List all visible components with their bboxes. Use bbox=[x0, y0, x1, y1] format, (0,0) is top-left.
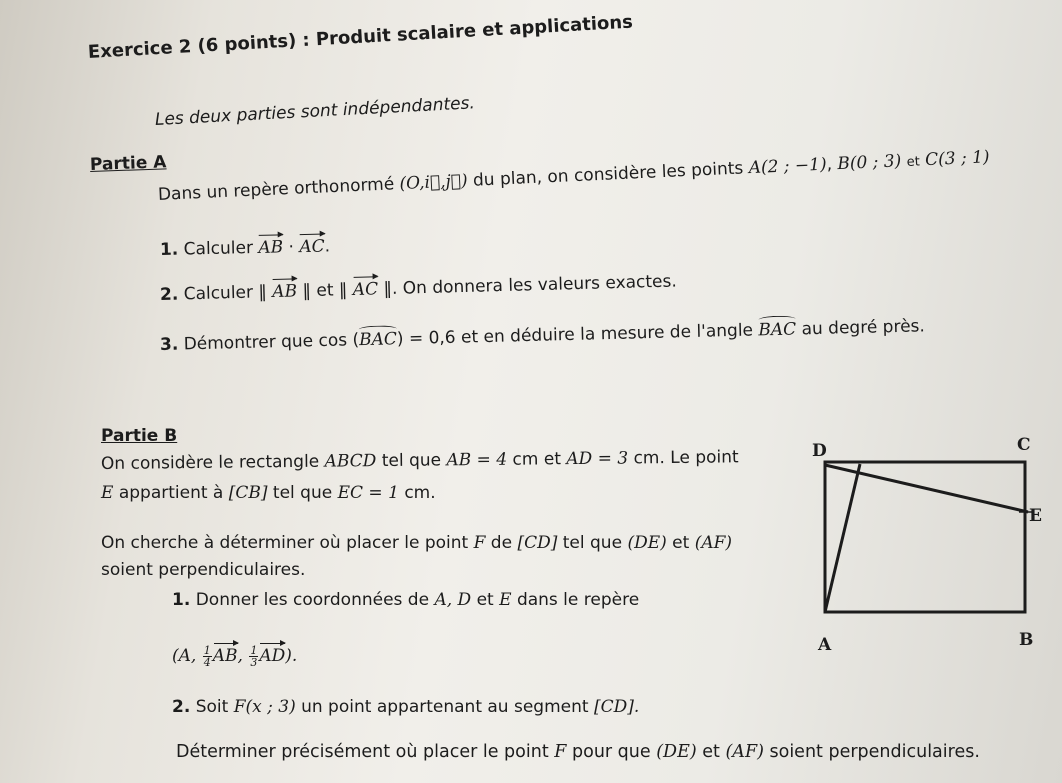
norm-bar: ‖ bbox=[338, 280, 348, 301]
b-q1-e: E bbox=[499, 590, 512, 610]
part-b-line2 bbox=[101, 483, 436, 503]
part-a-q1: 1. Calculer AB · AC. bbox=[159, 236, 331, 260]
vector-ac-norm: AC bbox=[352, 279, 379, 300]
q3-text: Démontrer que cos ( bbox=[183, 330, 360, 355]
part-b-q2 bbox=[172, 697, 639, 717]
point-f-coords: F(x ; 3) bbox=[233, 697, 296, 717]
b-q1-points: A, D bbox=[434, 590, 472, 610]
b-q1-et: et bbox=[476, 590, 494, 610]
cm-unit: cm bbox=[512, 449, 539, 470]
part-a-statement: Dans un repère orthonormé (O,i⃗,j⃗) du plan, on considère les points A(2 ; −1), B(0 ; 3) et C(3 ; 1) bbox=[157, 147, 991, 205]
b-q1-tail: dans le repère bbox=[516, 590, 640, 610]
part-b-final bbox=[176, 742, 980, 762]
norm-bar: ‖ bbox=[258, 282, 268, 303]
q1-number: 1. bbox=[159, 239, 179, 260]
b-q2-text: Soit bbox=[195, 697, 229, 717]
l1-b: tel que bbox=[381, 450, 442, 472]
l2-a: appartient à bbox=[118, 483, 224, 503]
statement-prefix: Dans un repère orthonormé bbox=[157, 174, 395, 205]
segment-cb: [CB] bbox=[228, 483, 268, 503]
label-a: A bbox=[818, 635, 832, 655]
l3-b: de bbox=[490, 533, 513, 553]
norm-bar: ‖ bbox=[302, 281, 312, 302]
final-d: soient perpendiculaires. bbox=[769, 742, 980, 762]
et-word: et bbox=[316, 280, 334, 301]
l3-d: et bbox=[672, 533, 690, 553]
l1-c: et bbox=[543, 449, 562, 470]
l3-c: tel que bbox=[562, 533, 623, 553]
b-q2-tail: un point appartenant au segment bbox=[301, 697, 589, 717]
final-f: F bbox=[554, 742, 567, 762]
point-e: E bbox=[101, 483, 114, 503]
label-b: B bbox=[1019, 630, 1034, 650]
part-b-line3 bbox=[101, 533, 732, 553]
frame-close: ). bbox=[285, 646, 298, 666]
final-de: (DE) bbox=[656, 742, 697, 762]
fraction-third: $\frac{1}{3}$ bbox=[250, 644, 258, 669]
point-f: F bbox=[473, 533, 486, 553]
vector-ab-norm: AB bbox=[272, 281, 298, 303]
final-text: Déterminer précisément où placer le point bbox=[176, 742, 549, 762]
rectangle-figure bbox=[800, 432, 1050, 662]
q2-tail: . On donnera les valeurs exactes. bbox=[391, 271, 678, 299]
part-b-line1 bbox=[101, 447, 739, 474]
frame-open: (A, bbox=[172, 646, 197, 666]
part-a-heading: Partie A bbox=[89, 152, 167, 175]
part-b-line4: soient perpendiculaires. bbox=[101, 560, 306, 580]
l2-b: tel que bbox=[272, 483, 333, 503]
b-q2-number: 2. bbox=[172, 697, 191, 717]
q3-tail: au degré près. bbox=[801, 316, 926, 340]
ad-equation: AD = 3 bbox=[566, 448, 629, 470]
point-a: A(2 ; −1) bbox=[748, 154, 828, 179]
line-af: (AF) bbox=[694, 533, 733, 553]
statement-middle: du plan, on considère les points bbox=[472, 158, 744, 191]
l1-a: On considère le rectangle bbox=[100, 451, 320, 474]
final-c: et bbox=[702, 742, 720, 762]
exercise-title: Exercice 2 (6 points) : Produit scalaire et applications bbox=[87, 11, 634, 63]
intro-text: Les deux parties sont indépendantes. bbox=[154, 93, 476, 130]
l2-c: cm. bbox=[404, 483, 436, 503]
q3-mid: ) = 0,6 et en déduire la mesure de l'angle bbox=[396, 320, 754, 350]
ab-equation: AB = 4 bbox=[446, 449, 508, 471]
q2-number: 2. bbox=[159, 284, 179, 305]
label-e: E bbox=[1029, 506, 1042, 526]
vector-ad-frame: AD bbox=[259, 646, 286, 666]
vector-ab-frame: AB bbox=[212, 646, 238, 666]
vector-ac: AC bbox=[299, 236, 325, 258]
q3-number: 3. bbox=[159, 334, 179, 355]
part-a-q2 bbox=[160, 271, 677, 305]
l3: On cherche à déterminer où placer le point bbox=[101, 533, 469, 553]
segment-af bbox=[825, 464, 860, 612]
line-de: (DE) bbox=[627, 533, 667, 553]
b-q1-text: Donner les coordonnées de bbox=[195, 590, 430, 610]
angle-bac: BAC bbox=[358, 329, 398, 351]
ec-equation: EC = 1 bbox=[337, 483, 399, 503]
q2-text: Calculer bbox=[183, 282, 254, 305]
norm-bar: ‖ bbox=[383, 278, 393, 300]
segment-cd-2: [CD]. bbox=[593, 697, 640, 717]
fraction-quarter: $\frac{1}{4}$ bbox=[203, 644, 211, 669]
l1-d: cm. Le point bbox=[633, 447, 739, 469]
point-b: B(0 ; 3) bbox=[836, 151, 902, 175]
point-c: C(3 ; 1) bbox=[924, 147, 991, 171]
part-b-frame: (A, $\frac{1}{4}$ AB, $\frac{1}{3}$ AD). bbox=[172, 644, 298, 669]
angle-bac-2: BAC bbox=[758, 319, 797, 341]
label-c: C bbox=[1017, 435, 1031, 455]
vector-ab: AB bbox=[258, 237, 284, 258]
b-q1-number: 1. bbox=[172, 590, 191, 610]
part-b-q1 bbox=[172, 590, 639, 610]
part-b-heading: Partie B bbox=[101, 426, 178, 446]
label-d: D bbox=[812, 441, 827, 461]
final-b: pour que bbox=[572, 742, 651, 762]
part-a-q3 bbox=[160, 316, 925, 355]
and-word: et bbox=[906, 154, 921, 170]
segment-cd: [CD] bbox=[517, 533, 558, 553]
final-af: (AF) bbox=[725, 742, 764, 762]
frame-notation: (O,i⃗,j⃗) bbox=[399, 170, 469, 195]
dot-symbol: · bbox=[288, 237, 295, 258]
rect-name: ABCD bbox=[324, 451, 377, 472]
q1-text: Calculer bbox=[183, 238, 254, 260]
